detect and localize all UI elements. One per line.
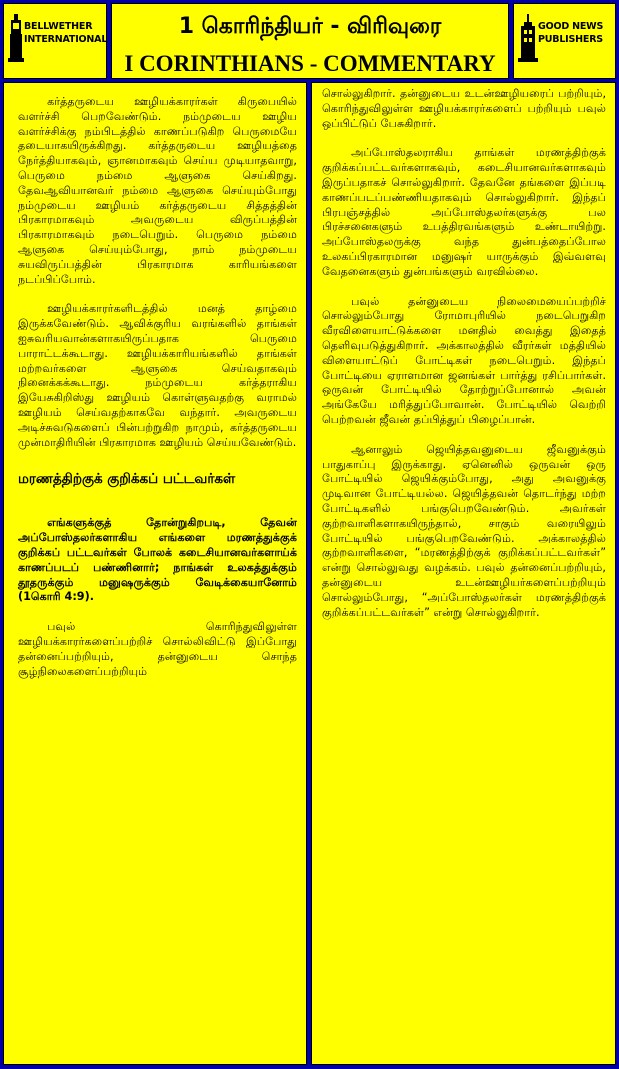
good-news-logo	[513, 3, 616, 79]
body-paragraph: பவுல் கொரிந்துவிலுள்ள ஊழியக்காரர்களைப்பற்றிச் சொல்லிவிட்டு இப்போது தன்னைப்பற்றியும், தன்னுடைய சொந்த சூழ்நிலைகளைப்பற்றியும்	[18, 620, 297, 678]
body-paragraph: அப்போஸ்தலராகிய தாங்கள் மரணத்திற்குக் குறிக்கப்பட்டவர்களாகவும், கடைசியானவர்களாகவும் இருப்பதாகச் சொல்லுகிறார். தேவனே தங்களை இப்படி காணப்படப்பண்ணியதாகவும் சொல்லுகிறார். இந்தப் பிரபஞ்சத்தில் அப்போஸ்தலர்களுக்கு பல பிரச்சனைகளும் உபத்திரவங்களும் உண்டாயிற்று. அப்போஸ்தலருக்கு வந்த துன்பத்தைப்போல உலகப்பிரகாரமான மனுஷர் யாருக்கும் இவ்வளவு வேதனைகளும் துன்பங்களும் வரவில்லை.	[322, 146, 606, 278]
body-paragraph: ஊழியக்காரர்களிடத்தில் மனத் தாழ்மை இருக்கவேண்டும். ஆவிக்குரிய வரங்களில் தாங்கள் ஐசுவரியவான்களாகயிருப்பதாக பெருமை பாராட்டக்கூடாது. ஊழியக்காரியங்களில் தாங்கள் மற்றவர்களை ஆளுகை செய்வதாகவும் நினைக்கக்கூடாது. நம்முடைய கர்த்தராகிய இயேசுகிறிஸ்து ஊழியம் கொள்ளுவதற்கு வராமல் ஊழியம் செய்வதற்காகவே வந்தார். அவருடைய அடிச்சுவடுகளைப் பின்பற்றுகிற நாமும், கர்த்தருடைய முன்மாதிரியின் பிரகாரமாக ஊழியம் செய்யவேண்டும்.	[18, 302, 297, 449]
bell-tower-icon	[8, 14, 24, 62]
left-column	[3, 82, 307, 1065]
right-column	[311, 82, 616, 1065]
bellwether-logo-line1: BELLWETHER	[24, 21, 93, 32]
body-paragraph: சொல்லுகிறார். தன்னுடைய உடன்ஊழியரைப் பற்றியும், கொரிந்துவிலுள்ள ஊழியக்காரர்களைப் பற்றியும் பவுல் ஒப்பிட்டுப் பேசுகிறார்.	[322, 87, 606, 130]
bellwether-logo-line2: INTERNATIONAL	[24, 34, 108, 45]
scripture-quote: எங்களுக்குத் தோன்றுகிறபடி, தேவன் அப்போஸ்தலர்களாகிய எங்களை மரணத்துக்குக் குறிக்கப் பட்டவர்கள் போலக் கடைசியானவர்களாய்க் காணப்படப் பண்ணினார்; நாங்கள் உலகத்துக்கும் தூதருக்கும் மனுஷருக்கும் வேடிக்கையானோம் (1கொரி 4:9).	[18, 516, 297, 604]
bellwether-logo	[3, 3, 107, 79]
page-title-english: I CORINTHIANS - COMMENTARY	[124, 51, 496, 76]
body-paragraph: கர்த்தருடைய ஊழியக்காரர்கள் கிருபையில் வளர்ச்சி பெறவேண்டும். நம்முடைய ஊழிய வளர்ச்சிக்கு நம்பிடத்தில் காணப்படுகிற பெருமையே தடையாகயிருக்கிறது. கர்த்தருடைய ஊழியத்தை நேர்த்தியாகவும், ஞானமாகவும் செய்ய முடியாதவாறு, பெருமை நம்மை ஆளுகை செய்கிறது. தேவஆவியானவர் நம்மை ஆளுகை செய்யும்போது நம்முடைய ஊழியம் கர்த்தருடைய சித்தத்தின் பிரகாரமாகவும் அவருடைய விருப்பத்தின் பிரகாரமாகவும் நடைபெறும். பெருமை நம்மை ஆளுகை செய்யும்போது, நாம் நம்முடைய சுயவிருப்பத்தின் பிரகாரமாக காரியங்களை நடப்பிப்போம்.	[18, 95, 297, 286]
body-paragraph: பவுல் தன்னுடைய நிலைமையைப்பற்றிச் சொல்லும்போது ரோமாபுரியில் நடைபெறுகிற வீரவிளையாட்டுக்களை மனதில் வைத்து இதைத் தெளிவுபடுத்துகிறார். அக்காலத்தில் வீரர்கள் மத்தியில் விளையாட்டுப் போட்டிகள் நடைபெறும். இந்தப் போட்டியை ஏராளமான ஜனங்கள் பார்த்து ரசிப்பார்கள். ஒருவன் போட்டியில் தோற்றுப்போனால் அவன் அங்கேயே மரித்துப்போவான். போட்டியில் வெற்றி பெற்றவன் ஜீவன் தப்பித்துப் பிழைப்பான்.	[322, 294, 606, 426]
page-title-tamil: 1 கொரிந்தியர் - விரிவுரை	[178, 14, 442, 39]
good-news-logo-line1: GOOD NEWS	[538, 21, 604, 32]
page-header	[111, 3, 509, 79]
section-heading: மரணத்திற்குக் குறிக்கப் பட்டவர்கள்	[18, 471, 236, 488]
good-news-logo-line2: PUBLISHERS	[538, 34, 603, 45]
body-paragraph: ஆனாலும் ஜெயித்தவனுடைய ஜீவனுக்கும் பாதுகாப்பு இருக்காது. ஏனெனில் ஒருவன் ஒரு போட்டியில் ஜெயிக்கும்போது, அது அவனுக்கு முடிவான போட்டியல்ல. ஜெயித்தவன் தொடர்ந்து மற்ற போட்டிகளில் பங்குபெறவேண்டும். அவர்கள் குற்றவாளிகளாகயிருந்தால், சாகும் வரையிலும் போட்டியில் பங்குபெறவேண்டும். அக்காலத்தில் குற்றவாளிகளை, “மரணத்திற்குக் குறிக்கப்பட்டவர்கள்” என்று சொல்லுவது வழக்கம். பவுல் தன்னைப்பற்றியும், தன்னுடைய உடன்ஊழியர்களைப்பற்றியும் சொல்லும்போது, “அப்போஸ்தலர்கள் மரணத்திற்குக் குறிக்கப்பட்டவர்கள்” என்று சொல்லுகிறார்.	[322, 442, 606, 619]
building-icon	[518, 14, 538, 62]
